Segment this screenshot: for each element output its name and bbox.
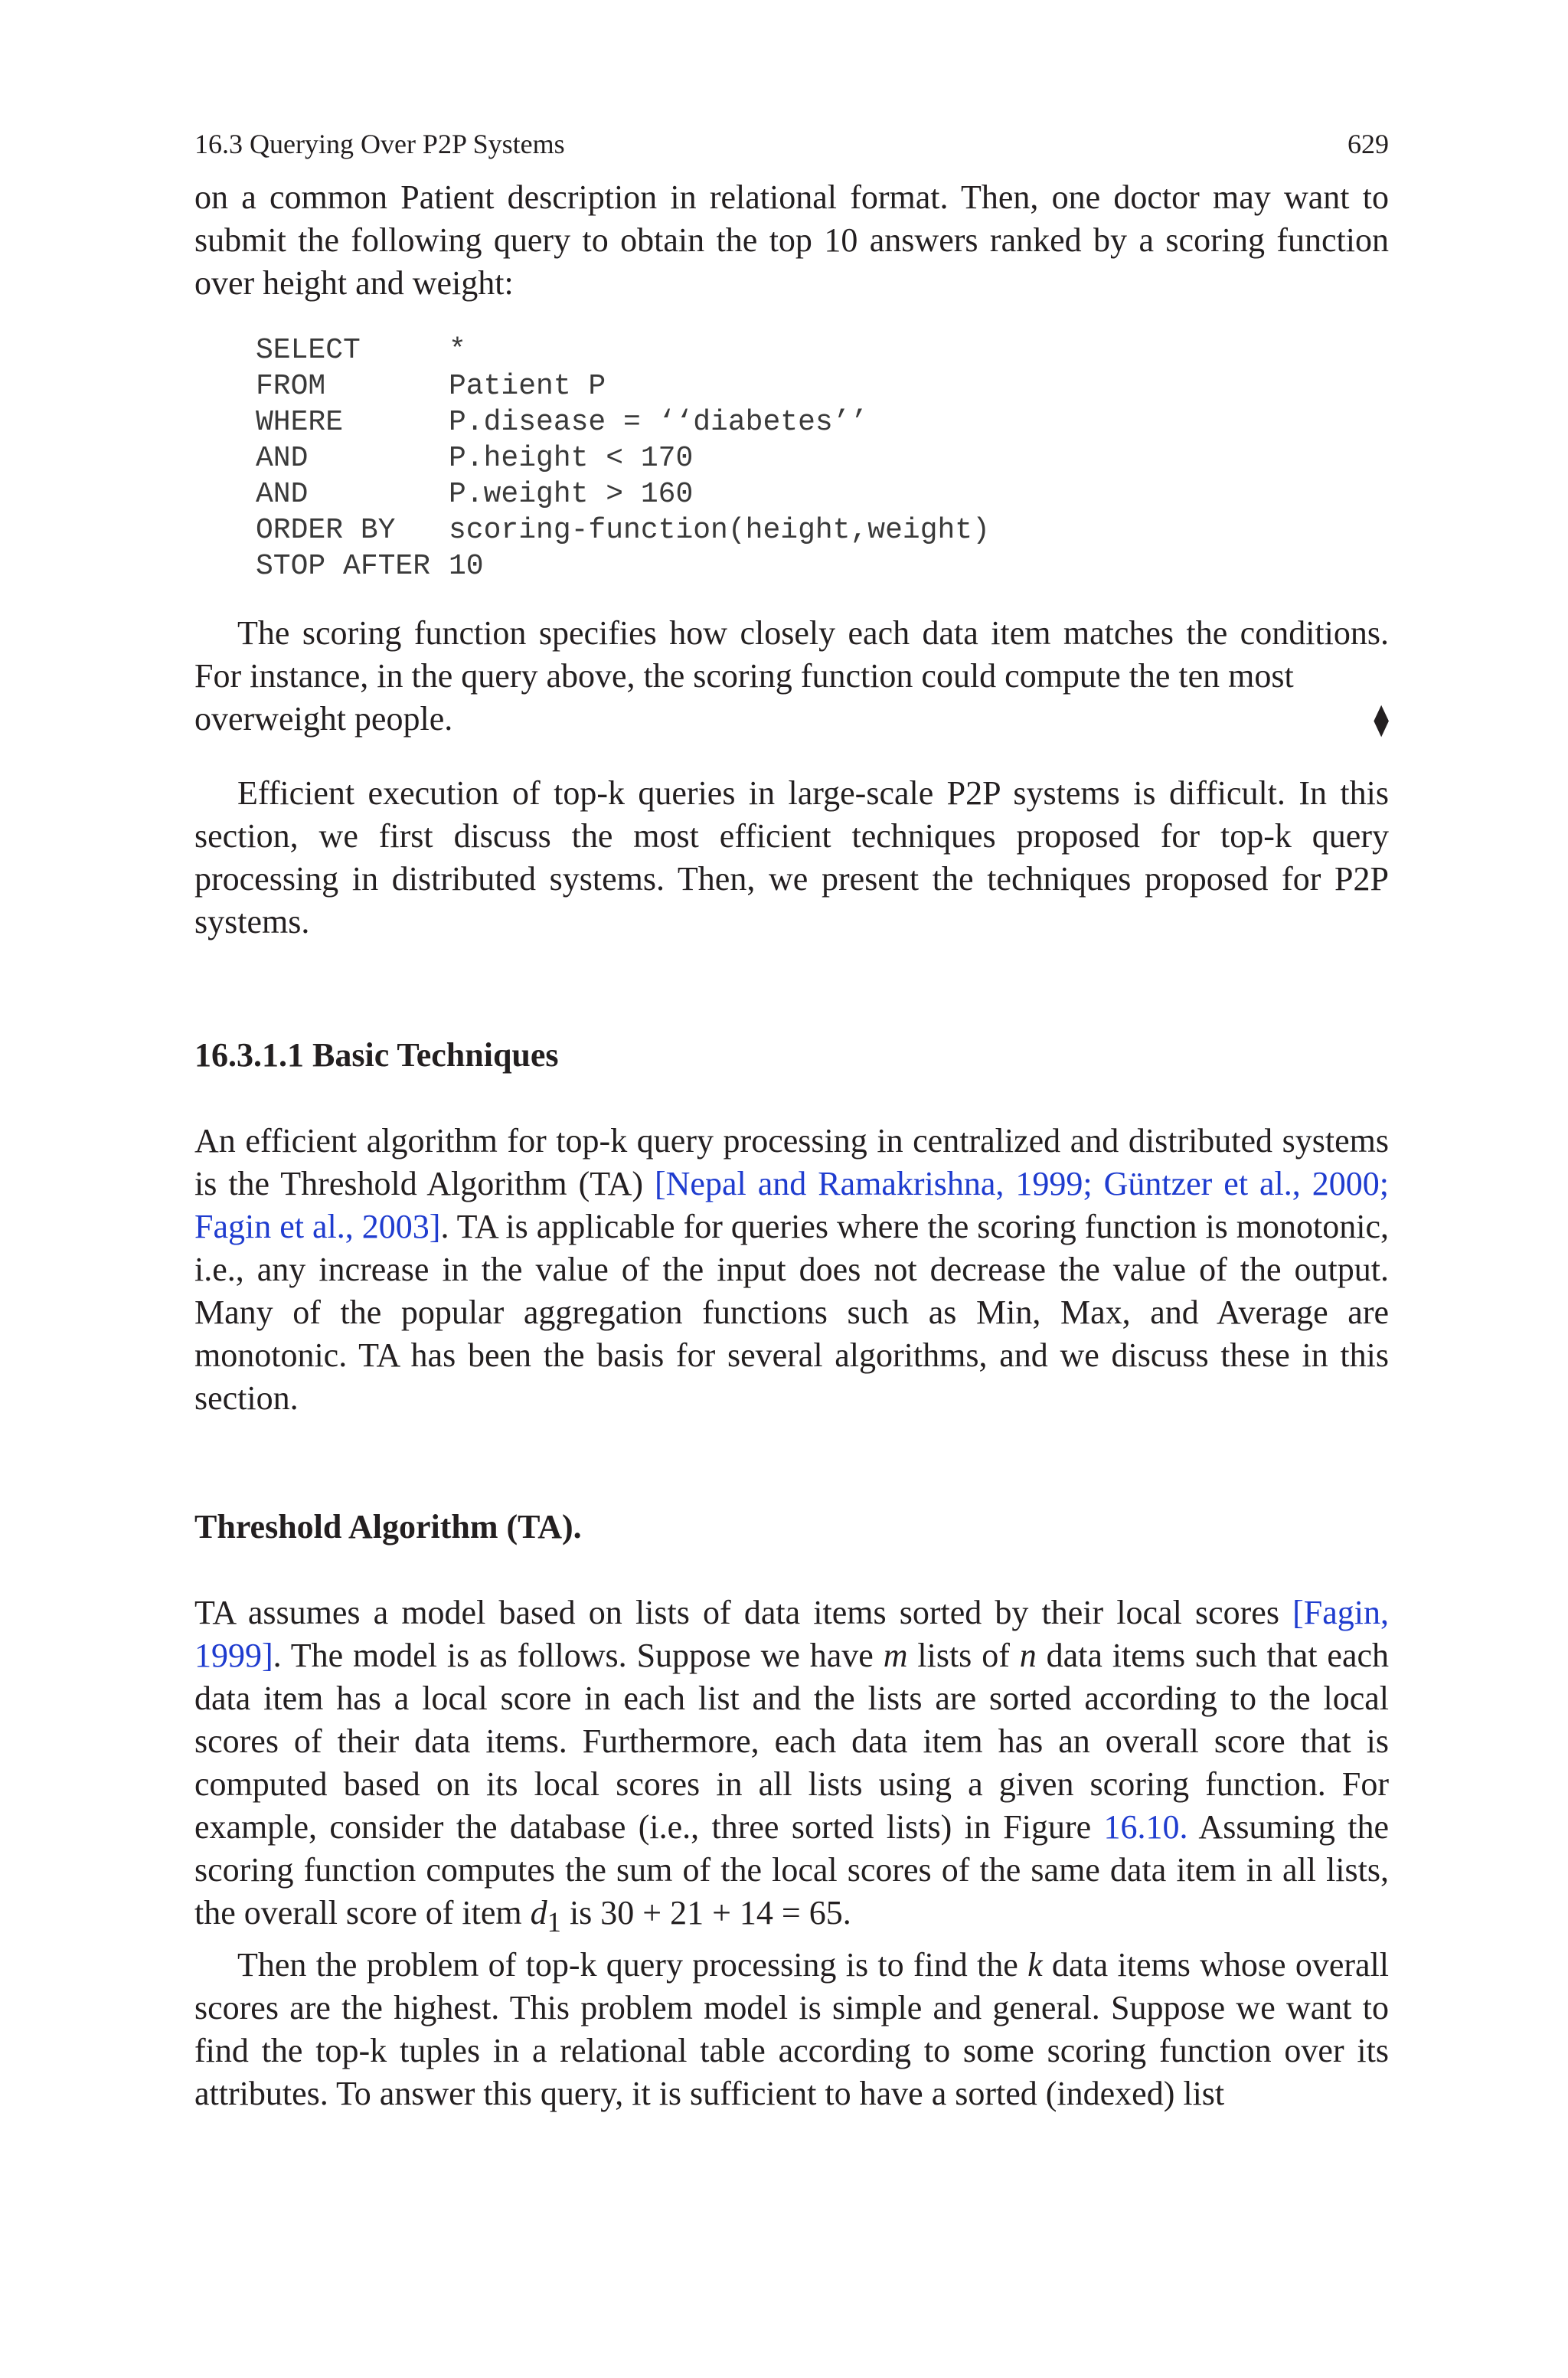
problem-paragraph bbox=[194, 1944, 1389, 2115]
running-header bbox=[194, 123, 1389, 165]
query-keyword: STOP AFTER bbox=[256, 550, 431, 583]
page bbox=[194, 123, 1389, 2115]
query-line bbox=[256, 548, 1389, 584]
query-keyword: AND bbox=[256, 442, 309, 475]
intro-paragraph: on a common Patient description in relational format. Then, one doctor may want to submit the following query to obtain the top 10 answers ranked by a scoring function over height and weight: bbox=[194, 178, 1389, 302]
page-number: 629 bbox=[1348, 129, 1389, 159]
running-header-section: 16.3 Querying Over P2P Systems bbox=[194, 129, 565, 159]
text-run: An efficient algorithm for top-k query processing in centralized and distributed systems is the Threshold Algorithm (TA) bbox=[194, 1122, 1389, 1202]
query-line bbox=[256, 368, 1389, 404]
text-run: . TA is applicable for queries where the scoring function is monotonic, i.e., any increase in the value of the input does not decrease the value of the output. Many of the popular aggregation functions such as Min, Max, and Average are monotonic. TA has been the basis for several algorithms, and we discuss these in this section. bbox=[194, 1208, 1390, 1417]
text-run: data items whose overall scores are the highest. This problem model is simple and general. Suppose we want to find the top-k tuples in a relational table according to some scoring function over its attributes. To answer this query, it is sufficient to have a sorted (indexed) list bbox=[194, 1945, 1390, 2112]
text-run: is 30 + 21 + 14 = 65. bbox=[560, 1894, 851, 1932]
query-expression: P.height < 170 bbox=[449, 442, 694, 475]
text-run: lists of bbox=[907, 1637, 1020, 1674]
ta-model-paragraph bbox=[194, 1591, 1389, 1944]
query-keyword: SELECT bbox=[256, 334, 361, 367]
query-line bbox=[256, 440, 1389, 476]
subheading-threshold-algorithm: Threshold Algorithm (TA). bbox=[194, 1508, 582, 1546]
sql-query-block bbox=[256, 332, 1389, 584]
math-variable-d: d bbox=[530, 1894, 547, 1932]
query-line bbox=[256, 404, 1389, 440]
query-expression: * bbox=[449, 334, 466, 367]
scoring-paragraph: The scoring function specifies how closely each data item matches the conditions. For instance, in the query above, the scoring function could compute the ten most bbox=[194, 614, 1389, 695]
basic-techniques-paragraph bbox=[194, 1120, 1389, 1420]
query-line bbox=[256, 512, 1389, 548]
math-variable-n: n bbox=[1019, 1637, 1037, 1674]
math-variable-k: k bbox=[1027, 1945, 1043, 1984]
text-run: Assuming the scoring function computes the sum of the local scores of the same data item in all lists, the overall score of item bbox=[194, 1808, 1390, 1932]
query-keyword: WHERE bbox=[256, 406, 344, 439]
efficient-paragraph: Efficient execution of top-k queries in large-scale P2P systems is difficult. In this section, we first discuss the most efficient techniques proposed for top-k query processing in distributed systems. Then, we present the techniques proposed for P2P systems. bbox=[194, 774, 1389, 940]
query-line bbox=[256, 332, 1389, 368]
query-expression: scoring-function(height,weight) bbox=[449, 514, 990, 547]
query-keyword: AND bbox=[256, 478, 309, 511]
query-expression: Patient P bbox=[449, 370, 606, 403]
figure-reference-link[interactable]: 16.10. bbox=[1103, 1808, 1188, 1846]
section-heading-basic-techniques: 16.3.1.1 Basic Techniques bbox=[194, 1036, 559, 1074]
query-expression: P.weight > 160 bbox=[449, 478, 694, 511]
math-subscript: 1 bbox=[547, 1905, 561, 1938]
query-expression: 10 bbox=[449, 550, 484, 583]
citation-link[interactable]: [Nepal and Ramakrishna, 1999; Güntzer et al., 2000; Fagin et al., 2003] bbox=[194, 1165, 1389, 1245]
query-line bbox=[256, 476, 1389, 512]
math-variable-m: m bbox=[883, 1637, 908, 1674]
text-run: TA assumes a model based on lists of data items sorted by their local scores bbox=[194, 1594, 1293, 1631]
query-expression: P.disease = ‘‘diabetes’’ bbox=[449, 406, 868, 439]
text-run: . The model is as follows. Suppose we have bbox=[273, 1637, 884, 1674]
text-run: Then the problem of top-k query processing is to find the bbox=[237, 1945, 1028, 1984]
scoring-paragraph-end: overweight people. bbox=[194, 700, 453, 738]
query-keyword: FROM bbox=[256, 370, 326, 403]
diamond-icon: ⧫ bbox=[1374, 702, 1389, 737]
text-run: data items such that each data item has a local score in each list and the lists are sorted according to the local scores of their data items. Furthermore, each data item has an overall score that is computed based on its local scores in all lists using a given scoring function. For example, consider the database (i.e., three sorted lists) in Figure bbox=[194, 1637, 1389, 1846]
example-end-line bbox=[194, 698, 1389, 741]
query-keyword: ORDER BY bbox=[256, 514, 396, 547]
citation-link[interactable]: [Fagin, 1999] bbox=[194, 1594, 1389, 1674]
